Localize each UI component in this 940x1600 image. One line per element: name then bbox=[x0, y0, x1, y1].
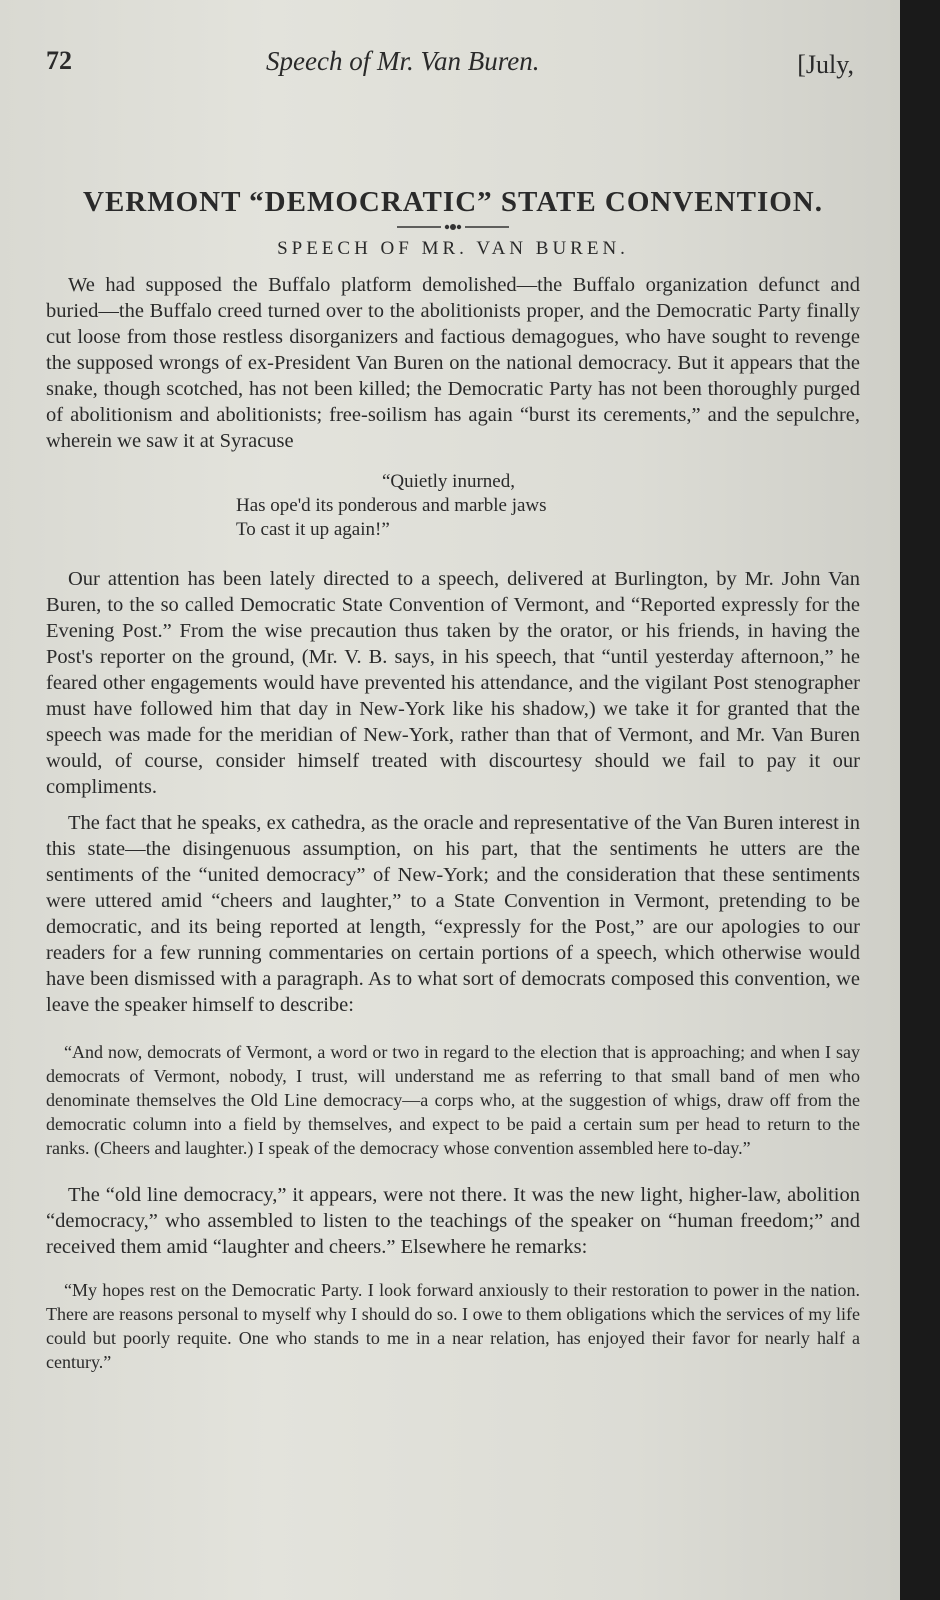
article-subtitle: SPEECH OF MR. VAN BUREN. bbox=[277, 238, 629, 259]
paragraph-2: Our attention has been lately directed to a speech, delivered at Burlington, by Mr. John Van Buren, to the so called Democratic State Convention of Vermont, and “Reported expressly for the Evening Post.” From the wise precaution thus taken by the orator, or his friends, in having the Post's reporter on the ground, (Mr. V. B. says, in his speech, that “until yesterday afternoon,” he feared other engagements would have prevented his attendance, and the vigilant Post stenographer must have followed him that day in New-York like his shadow,) we take it for granted that the speech was made for the meridian of New-York, rather than that of Vermont, and Mr. Van Buren would, of course, consider himself treated with discourtesy should we fail to pay it our compliments. bbox=[46, 568, 860, 798]
paragraph-4: The “old line democracy,” it appears, were not there. It was the new light, higher-law, abolition “democracy,” who assembled to listen to the teachings of the speaker on “human freedom;” and received them amid “laughter and cheers.” Elsewhere he remarks: bbox=[46, 1184, 860, 1258]
verse-line-3: To cast it up again!” bbox=[236, 519, 390, 540]
running-title: Speech of Mr. Van Buren. bbox=[266, 46, 540, 76]
paragraph-1: We had supposed the Buffalo platform demolished—the Buffalo organization defunct and buried—the Buffalo creed turned over to the abolitionists proper, and the Democratic Party finally cut loose from those restless disorganizers and factious demagogues, who have sought to revenge the supposed wrongs of ex-President Van Buren on the national democracy. But it appears that the snake, though scotched, has not been killed; the Democratic Party has not been thoroughly purged of abolitionism and abolitionists; free-soilism has again “burst its cerements,” and the sepulchre, wherein we saw it at Syracuse bbox=[46, 274, 860, 452]
verse-line-2: Has ope'd its ponderous and marble jaws bbox=[236, 495, 547, 516]
running-month: [July, bbox=[797, 50, 854, 79]
article-title: VERMONT “DEMOCRATIC” STATE CONVENTION. bbox=[83, 186, 823, 218]
block-quote-2: “My hopes rest on the Democratic Party. I look forward anxiously to their restoration to power in the nation. There are reasons personal to myself why I should do so. I owe to them obligations which the services of my life could but poorly requite. One who stands to me in a near relation, has enjoyed their favor for nearly half a century.” bbox=[46, 1280, 860, 1372]
verse-line-1: “Quietly inurned, bbox=[382, 471, 515, 492]
page-number: 72 bbox=[46, 46, 72, 75]
running-header bbox=[46, 30, 860, 79]
block-quote-1: “And now, democrats of Vermont, a word or two in regard to the election that is approaching; and when I say democrats of Vermont, nobody, I trust, will understand me as referring to that small band of men who denominate themselves the Old Line democracy—a corps who, at the suggestion of whigs, draw off from the democratic column into a field by themselves, and expect to be paid a certain sum per head to return to the ranks. (Cheers and laughter.) I speak of the democracy whose convention assembled here to-day.” bbox=[46, 1042, 860, 1158]
verse-quotation bbox=[46, 470, 860, 542]
ornament-divider bbox=[393, 222, 513, 232]
paragraph-3: The fact that he speaks, ex cathedra, as the oracle and representative of the Van Buren interest in this state—the disingenuous assumption, on his part, that the sentiments he utters are the sentiments of the “united democracy” of New-York; and the consideration that these sentiments were uttered amid “cheers and laughter,” to a State Convention in Vermont, pretending to be democratic, and its being reported at length, “expressly for the Post,” are our apologies to our readers for a few running commentaries on certain portions of a speech, which otherwise would have been dismissed with a paragraph. As to what sort of democrats composed this convention, we leave the speaker himself to describe: bbox=[46, 812, 860, 1016]
